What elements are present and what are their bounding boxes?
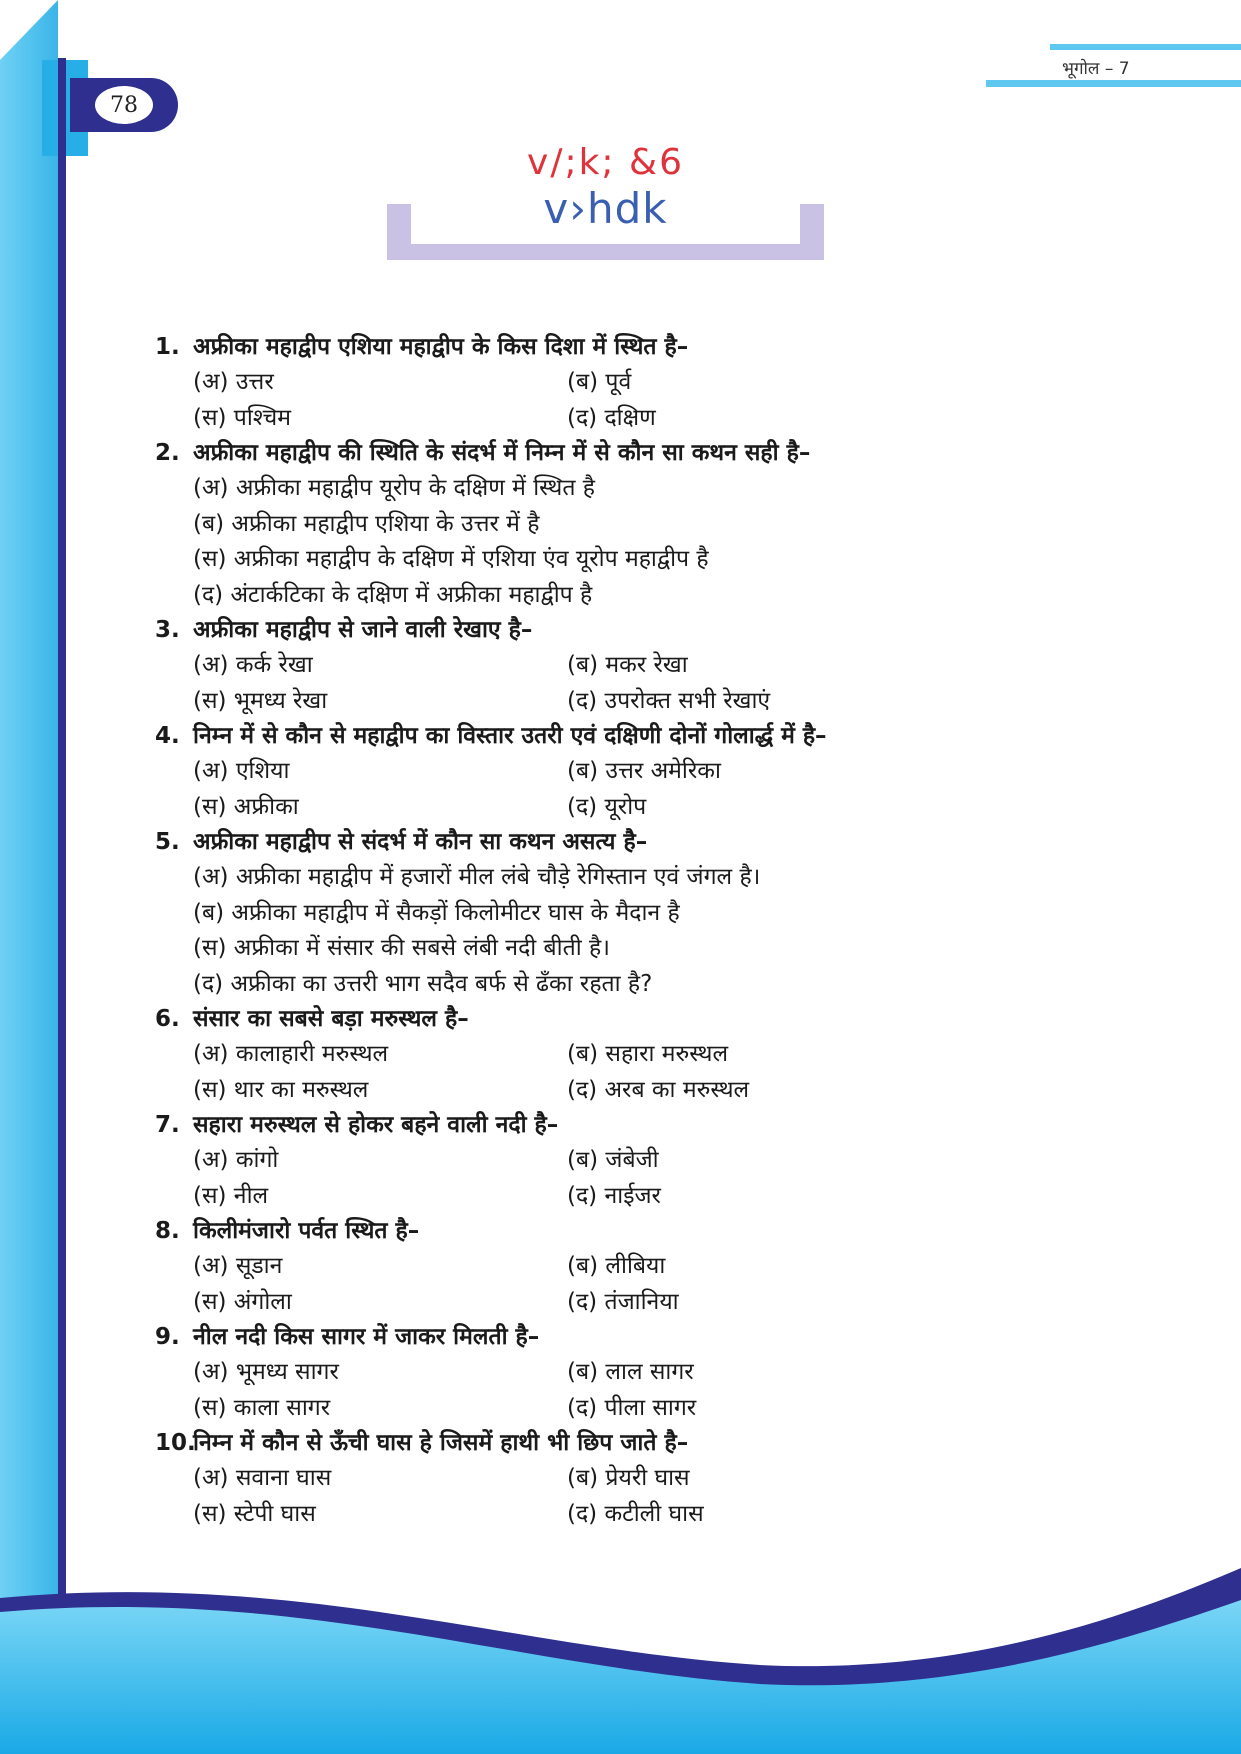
- question-text: अफ्रीका महाद्वीप से संदर्भ में कौन सा कथन असत्य है–: [193, 829, 648, 855]
- answer-option: (अ) कालाहारी मरुस्थल: [193, 1041, 389, 1067]
- answer-option: (स) थार का मरुस्थल: [193, 1076, 369, 1103]
- option-row: [193, 365, 1115, 401]
- question-item: [155, 1108, 1115, 1214]
- answer-option: (अ) कांगो: [193, 1147, 279, 1173]
- answer-option: (ब) प्रेयरी घास: [567, 1465, 690, 1491]
- chapter-label: v/;k; &6: [527, 142, 684, 183]
- option-row: [193, 790, 1115, 826]
- question-item: [155, 613, 1115, 719]
- bottom-wave-decoration: [0, 1560, 1241, 1754]
- question-number: 9.: [155, 1324, 180, 1350]
- answer-option: (द) अफ्रीका का उत्तरी भाग सदैव बर्फ से ढँका रहता है?: [193, 970, 653, 997]
- option-row: [193, 684, 1115, 720]
- answer-option: (स) अंगोला: [193, 1288, 292, 1315]
- side-band-decoration: [0, 0, 58, 1754]
- answer-option: (अ) एशिया: [193, 758, 290, 784]
- option-row: [193, 648, 1115, 684]
- question-item: [155, 1002, 1115, 1108]
- answer-option: (ब) लीबिया: [567, 1253, 666, 1279]
- question-stem: [155, 1426, 1115, 1461]
- question-stem: [155, 719, 1115, 754]
- question-number: 7.: [155, 1112, 180, 1138]
- header-bar-top: [1050, 44, 1241, 50]
- answer-option: (अ) सवाना घास: [193, 1465, 332, 1491]
- answer-option: (द) तंजानिया: [567, 1288, 679, 1315]
- question-item: [155, 1320, 1115, 1426]
- option-row: [193, 1073, 1115, 1109]
- answer-option: (ब) अफ्रीका महाद्वीप एशिया के उत्तर में है: [193, 510, 540, 537]
- question-number: 8.: [155, 1218, 180, 1244]
- option-row: [193, 1179, 1115, 1215]
- answer-option: (द) यूरोप: [567, 793, 647, 820]
- answer-option: (स) अफ्रीका में संसार की सबसे लंबी नदी बीती है।: [193, 935, 610, 961]
- page-number: 78: [95, 86, 153, 124]
- question-text: किलीमंजारो पर्वत स्थित है–: [193, 1218, 420, 1244]
- option-row: [193, 1461, 1115, 1497]
- answer-option: (अ) सूडान: [193, 1253, 283, 1279]
- option-row: [193, 1249, 1115, 1285]
- question-item: [155, 436, 1115, 613]
- answer-option: (ब) अफ्रीका महाद्वीप में सैकड़ों किलोमीटर घास के मैदान है: [193, 899, 680, 926]
- answer-option: (अ) अफ्रीका महाद्वीप में हजारों मील लंबे चौड़े रेगिस्तान एवं जंगल है।: [193, 864, 761, 890]
- question-text: निम्न में कौन से ऊँची घास हे जिसमें हाथी भी छिप जाते है–: [193, 1430, 689, 1456]
- question-stem: [155, 1108, 1115, 1143]
- option-row: [193, 1037, 1115, 1073]
- answer-option: (स) पश्चिम: [193, 404, 291, 431]
- question-number: 5.: [155, 829, 180, 855]
- question-text: नील नदी किस सागर में जाकर मिलती है–: [193, 1324, 540, 1350]
- question-text: अफ्रीका महाद्वीप एशिया महाद्वीप के किस दिशा में स्थित है–: [193, 334, 689, 360]
- question-number: 2.: [155, 440, 180, 466]
- chapter-title: v›hdk: [543, 184, 668, 233]
- answer-option: (द) उपरोक्त सभी रेखाएं: [567, 687, 771, 714]
- question-text: संसार का सबसे बड़ा मरुस्थल है–: [193, 1006, 469, 1032]
- answer-option: (द) नाईजर: [567, 1182, 661, 1209]
- option-row: [193, 1355, 1115, 1391]
- question-item: [155, 1426, 1115, 1532]
- question-text: सहारा मरुस्थल से होकर बहने वाली नदी है–: [193, 1112, 559, 1138]
- question-item: [155, 719, 1115, 825]
- question-stem: [155, 330, 1115, 365]
- question-number: 10.: [155, 1430, 196, 1456]
- answer-option: (स) अफ्रीका: [193, 793, 299, 820]
- side-band-corner: [0, 0, 58, 60]
- question-stem: [155, 436, 1115, 471]
- question-number: 4.: [155, 723, 180, 749]
- question-text: अफ्रीका महाद्वीप की स्थिति के संदर्भ में निम्न में से कौन सा कथन सही है–: [193, 440, 811, 466]
- answer-option: (ब) जंबेजी: [567, 1147, 659, 1173]
- header-bar-bottom: [986, 80, 1241, 87]
- question-text: अफ्रीका महाद्वीप से जाने वाली रेखाए है–: [193, 617, 533, 643]
- answer-option: (अ) भूमध्य सागर: [193, 1359, 339, 1385]
- header-subject-label: भूगोल – 7: [1062, 59, 1130, 79]
- answer-option: (स) भूमध्य रेखा: [193, 687, 328, 714]
- answer-option: (स) काला सागर: [193, 1394, 331, 1421]
- question-text: निम्न में से कौन से महाद्वीप का विस्तार उतरी एवं दक्षिणी दोनों गोलार्द्ध में है–: [193, 723, 827, 749]
- answer-option: (ब) सहारा मरुस्थल: [567, 1041, 729, 1067]
- answer-option: (स) नील: [193, 1182, 269, 1209]
- answer-option: (ब) उत्तर अमेरिका: [567, 758, 721, 784]
- option-row: [193, 1285, 1115, 1321]
- answer-option: (ब) मकर रेखा: [567, 652, 688, 678]
- answer-option: (द) अरब का मरुस्थल: [567, 1076, 750, 1103]
- option-row: [193, 1391, 1115, 1427]
- question-stem: [155, 1002, 1115, 1037]
- question-number: 3.: [155, 617, 180, 643]
- question-number: 1.: [155, 334, 180, 360]
- answer-option: (द) अंटार्कटिका के दक्षिण में अफ्रीका महाद्वीप है: [193, 581, 593, 608]
- answer-option: (अ) अफ्रीका महाद्वीप यूरोप के दक्षिण में स्थित है: [193, 475, 595, 501]
- option-row: [193, 1143, 1115, 1179]
- pole-decoration: [58, 58, 66, 1618]
- answer-option: (ब) लाल सागर: [567, 1359, 694, 1385]
- option-row: [193, 401, 1115, 437]
- question-stem: [155, 825, 1115, 860]
- question-item: [155, 825, 1115, 1002]
- question-stem: [155, 1214, 1115, 1249]
- answer-option: (द) कटीली घास: [567, 1500, 704, 1527]
- question-item: [155, 330, 1115, 436]
- answer-option: (द) दक्षिण: [567, 404, 656, 431]
- option-row: [193, 1497, 1115, 1533]
- question-number: 6.: [155, 1006, 180, 1032]
- option-row: [193, 754, 1115, 790]
- question-item: [155, 1214, 1115, 1320]
- question-stem: [155, 1320, 1115, 1355]
- answer-option: (ब) पूर्व: [567, 369, 632, 395]
- answer-option: (द) पीला सागर: [567, 1394, 697, 1421]
- answer-option: (अ) कर्क रेखा: [193, 652, 313, 678]
- question-stem: [155, 613, 1115, 648]
- question-list: [155, 330, 1115, 1532]
- answer-option: (स) अफ्रीका महाद्वीप के दक्षिण में एशिया एंव यूरोप महाद्वीप है: [193, 546, 709, 572]
- answer-option: (स) स्टेपी घास: [193, 1500, 316, 1527]
- answer-option: (अ) उत्तर: [193, 369, 274, 395]
